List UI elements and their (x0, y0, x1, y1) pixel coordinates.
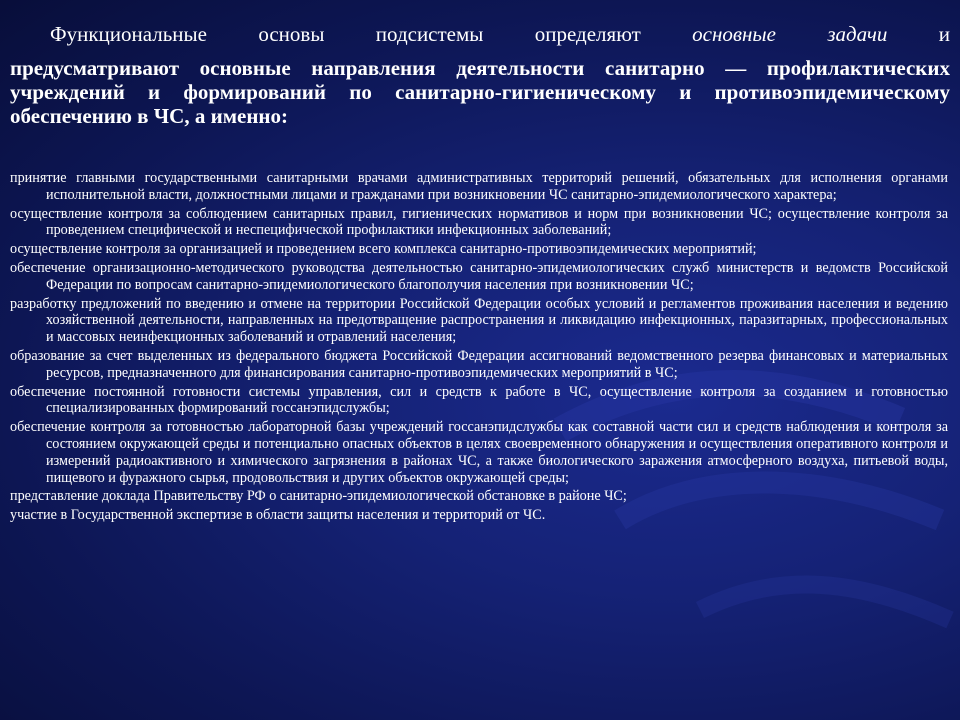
list-item: обеспечение организационно-методического руководства деятельностью санитарно-эпидемиологических служб министерств и ведомств Российской Федерации по вопросам санитарно-эпидемиологического благополучия населения при возникновении ЧС; (10, 259, 948, 293)
heading-part1: Функциональные основы подсистемы определяют (50, 22, 641, 46)
slide-heading (10, 22, 950, 128)
list-item: обеспечение постоянной готовности системы управления, сил и средств к работе в ЧС, осуществление контроля за созданием и готовностью специализированных формирований госсанэпидслужбы; (10, 383, 948, 417)
list-item: образование за счет выделенных из федерального бюджета Российской Федерации ассигнований ведомственного резерва финансовых и материальных ресурсов, предназначенного для финансирования санитарно-противоэпидемических мероприятий в ЧС; (10, 347, 948, 381)
list-item: разработку предложений по введению и отмене на территории Российской Федерации особых условий и регламентов проживания населения и ведению хозяйственной деятельности, направленных на предотвращение распространения и ликвидацию инфекционных, паразитарных, профессиональных и массовых неинфекционных заболеваний и отравлений населения; (10, 295, 948, 346)
list-item: участие в Государственной экспертизе в области защиты населения и территорий от ЧС. (10, 507, 546, 524)
list-item: осуществление контроля за организацией и проведением всего комплекса санитарно-противоэпидемических мероприятий; (10, 241, 757, 258)
tasks-list (10, 170, 948, 526)
heading-emphasis: основные задачи (692, 22, 888, 46)
heading-part2: и (938, 22, 951, 46)
heading-first-line (10, 22, 950, 46)
list-item: представление доклада Правительству РФ о санитарно-эпидемиологической обстановке в районе ЧС; (10, 488, 627, 505)
list-item: осуществление контроля за соблюдением санитарных правил, гигиенических нормативов и норм при возникновении ЧС; осуществление контроля за проведением специфической и неспецифической профилактики инфекционных заболеваний; (10, 205, 948, 239)
list-item: принятие главными государственными санитарными врачами административных территорий решений, обязательных для исполнения органами исполнительной власти, должностными лицами и гражданами при возникновении ЧС санитарно-эпидемиологического характера; (10, 170, 948, 203)
heading-rest: предусматривают основные направления деятельности санитарно — профилактических учреждений и формирований по санитарно-гигиеническому и противоэпидемическому обеспечению в ЧС, а именно: (10, 56, 950, 128)
list-item: обеспечение контроля за готовностью лабораторной базы учреждений госсанэпидслужбы как составной части сил и средств наблюдения и контроля за состоянием окружающей среды и потенциально опасных объектов в целях своевременного обнаружения и осуществления оперативного контроля и измерений радиоактивного и химического загрязнения в районах ЧС, а также биологического заражения атмосферного воздуха, питьевой воды, пищевого и фуражного сырья, продовольствия и других объектов окружающей среды; (10, 419, 948, 486)
